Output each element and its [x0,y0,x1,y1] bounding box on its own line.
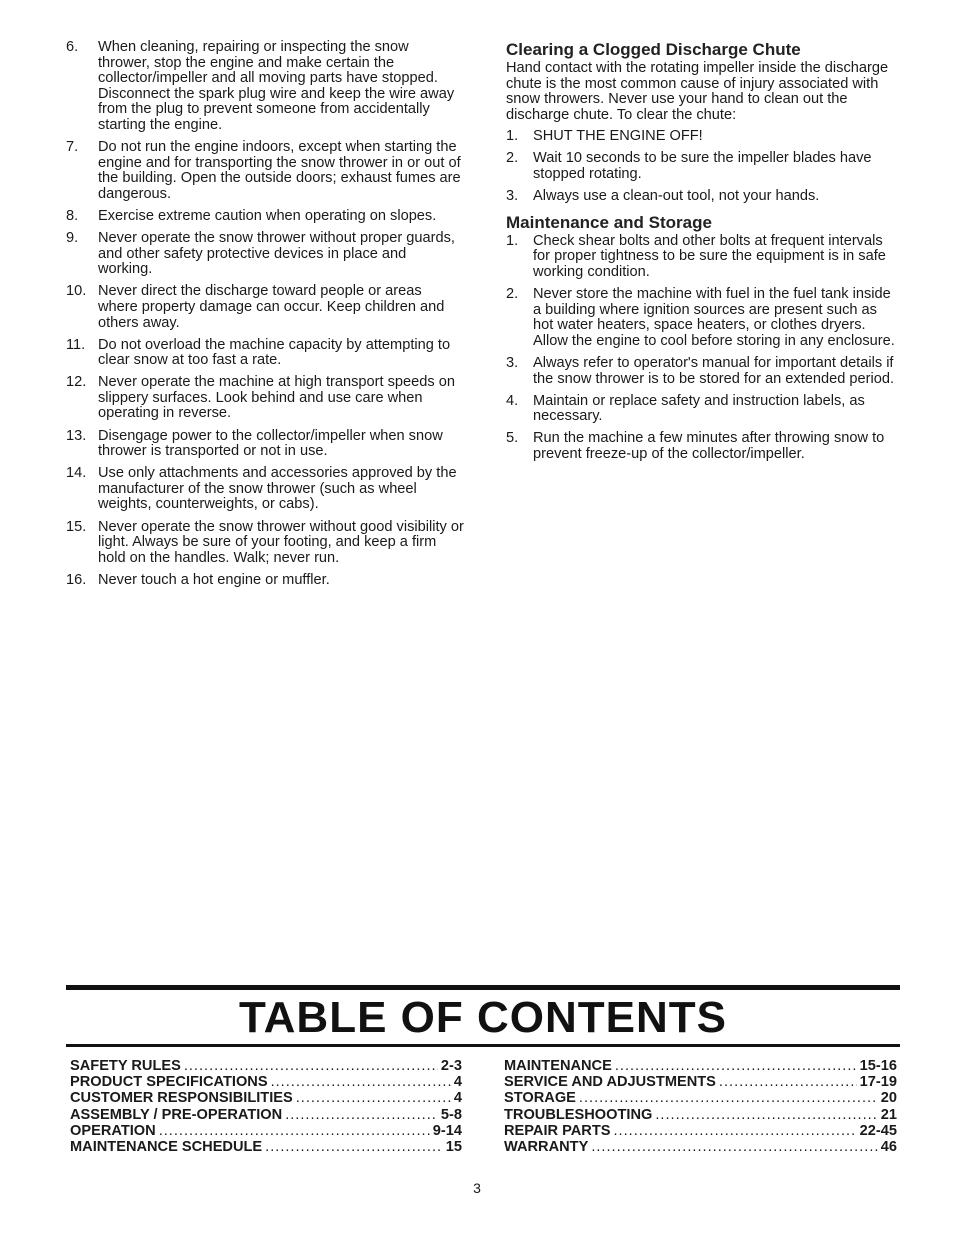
toc-entry-page: 22-45 [859,1122,897,1139]
leader-dots [265,1139,443,1155]
item-number: 1. [506,232,519,249]
toc-entry-page: 5-8 [440,1106,462,1123]
toc-entry[interactable] [70,1107,462,1123]
instructions-column [503,40,899,469]
item-text: Never operate the snow thrower without good visibility or light. Always be sure of your footing, and keep a firm hold on the handles. Walk; never run. [98,518,464,566]
item-text: SHUT THE ENGINE OFF! [533,128,703,145]
list-item [503,234,899,281]
item-text: Do not overload the machine capacity by attempting to clear snow at too fast a rate. [98,336,451,369]
clogged-chute-steps [503,129,899,204]
leader-dots [615,1058,857,1074]
leader-dots [159,1123,430,1139]
item-number: 15. [66,518,87,535]
item-number: 5. [506,430,519,447]
item-text: Disengage power to the collector/impeller when snow thrower is transported or not in use. [98,427,443,460]
list-item [503,151,899,182]
item-text: When cleaning, repairing or inspecting the snow thrower, stop the engine and make certain the collector/impeller and all moving parts have stopped. Disconnect the spark plug wire and keep the wire away from the plug to prevent someone from accidentally starting the engine. [98,39,455,133]
item-text: Never touch a hot engine or muffler. [98,571,330,588]
leader-dots [591,1139,877,1155]
toc-entry-label: OPERATION [70,1122,156,1139]
toc-left-column [70,1058,462,1155]
item-text: Do not run the engine indoors, except when starting the engine and for transporting the snow thrower in or out of the building. Open the outside doors; exhaust fumes are dangerous. [98,139,461,202]
list-item [503,356,899,387]
toc-entry[interactable] [70,1090,462,1106]
toc-entry[interactable] [504,1139,897,1155]
item-number: 3. [506,354,519,371]
list-item [503,394,899,425]
toc-entry[interactable] [70,1123,462,1139]
item-text: Maintain or replace safety and instruction labels, as necessary. [533,392,865,425]
toc-entry-page: 21 [880,1106,897,1123]
item-text: Always use a clean-out tool, not your hands. [533,188,820,205]
divider [66,1044,900,1047]
list-item [66,520,464,567]
leader-dots [271,1074,451,1090]
item-number: 10. [66,283,87,300]
item-number: 2. [506,286,519,303]
item-number: 12. [66,374,87,391]
list-item [66,375,464,422]
list-item [503,129,899,145]
toc-entry[interactable] [70,1058,462,1074]
toc-entry-page: 9-14 [432,1122,462,1139]
leader-dots [296,1090,451,1106]
toc-entry-label: WARRANTY [504,1139,589,1156]
toc-entry[interactable] [504,1074,897,1090]
toc-entry-label: CUSTOMER RESPONSIBILITIES [70,1090,293,1107]
list-item [66,466,464,513]
item-number: 13. [66,427,87,444]
leader-dots [579,1090,878,1106]
item-number: 6. [66,39,79,55]
item-text: Exercise extreme caution when operating on slopes. [98,207,437,224]
toc-entry-label: MAINTENANCE [504,1058,612,1074]
maintenance-storage-steps [503,234,899,463]
toc-entry[interactable] [504,1090,897,1106]
toc-entry-page: 20 [880,1090,897,1107]
toc-entry-label: MAINTENANCE SCHEDULE [70,1139,263,1156]
maintenance-storage-heading: Maintenance and Storage [506,212,712,232]
list-item [66,231,464,278]
list-item [66,209,464,225]
item-text: Wait 10 seconds to be sure the impeller blades have stopped rotating. [533,150,872,183]
list-item [66,40,464,134]
toc-entry-page: 2-3 [440,1058,462,1074]
leader-dots [719,1074,857,1090]
toc-entry[interactable] [70,1139,462,1155]
page-number: 3 [473,1180,481,1196]
toc-entry-page: 15-16 [859,1058,897,1074]
list-item [66,284,464,331]
list-item [503,189,899,205]
toc-entry-label: SAFETY RULES [70,1058,181,1074]
toc-entry[interactable] [70,1074,462,1090]
leader-dots [614,1123,857,1139]
item-text: Never operate the machine at high transport speeds on slippery surfaces. Look behind and use care when operating in reverse. [98,374,455,422]
toc-entry-page: 4 [453,1090,462,1107]
toc-entry-label: SERVICE AND ADJUSTMENTS [504,1074,716,1091]
list-item [66,573,464,589]
divider [66,985,900,990]
item-text: Never direct the discharge toward people or areas where property damage can occur. Keep children and others away. [98,283,445,331]
list-item [503,287,899,349]
item-number: 8. [66,207,79,224]
clogged-chute-intro: Hand contact with the rotating impeller inside the discharge chute is the most common cause of injury associated with snow throwers. Never use your hand to clean out the discharge chute. To clear the chute: [506,60,889,123]
table-of-contents [66,985,900,1155]
list-item [66,429,464,460]
toc-title: TABLE OF CONTENTS [239,993,727,1042]
item-text: Never operate the snow thrower without proper guards, and other safety protective devices in place and working. [98,230,455,278]
safety-rules-list [66,40,464,588]
item-text: Always refer to operator's manual for important details if the snow thrower is to be stored for an extended period. [533,354,895,387]
toc-entry[interactable] [504,1058,897,1074]
toc-entry-label: PRODUCT SPECIFICATIONS [70,1074,268,1091]
item-number: 4. [506,392,519,409]
toc-entry-label: TROUBLESHOOTING [504,1106,653,1123]
item-number: 7. [66,139,79,156]
toc-entry-page: 17-19 [859,1074,897,1091]
item-text: Never store the machine with fuel in the fuel tank inside a building where ignition sources are present such as hot water heaters, space heaters, or clothes dryers. Allow the engine to cool before storing in any enclosure. [533,286,895,349]
clogged-chute-heading: Clearing a Clogged Discharge Chute [506,40,801,59]
leader-dots [184,1058,438,1074]
leader-dots [655,1107,877,1123]
leader-dots [285,1107,438,1123]
item-number: 1. [506,128,519,145]
item-text: Run the machine a few minutes after throwing snow to prevent freeze-up of the collector/impeller. [533,430,885,462]
item-number: 16. [66,571,87,588]
toc-entry[interactable] [504,1123,897,1139]
toc-right-column [504,1058,897,1155]
safety-rules-column [66,40,464,595]
list-item [503,431,899,462]
item-number: 11. [66,336,86,353]
item-number: 14. [66,465,87,482]
toc-entry[interactable] [504,1107,897,1123]
list-item [66,140,464,202]
toc-entry-page: 4 [453,1074,462,1091]
list-item [66,338,464,369]
item-text: Check shear bolts and other bolts at frequent intervals for proper tightness to be sure the equipment is in safe working condition. [533,232,886,280]
item-number: 3. [506,188,519,205]
toc-entry-label: ASSEMBLY / PRE-OPERATION [70,1106,283,1123]
item-text: Use only attachments and accessories approved by the manufacturer of the snow thrower (such as wheel weights, counterweights, or cabs). [98,465,457,513]
toc-entry-page: 15 [445,1139,462,1156]
item-number: 2. [506,150,519,167]
toc-entry-label: REPAIR PARTS [504,1122,611,1139]
item-number: 9. [66,230,79,247]
toc-entry-label: STORAGE [504,1090,576,1107]
toc-entry-page: 46 [880,1139,897,1156]
